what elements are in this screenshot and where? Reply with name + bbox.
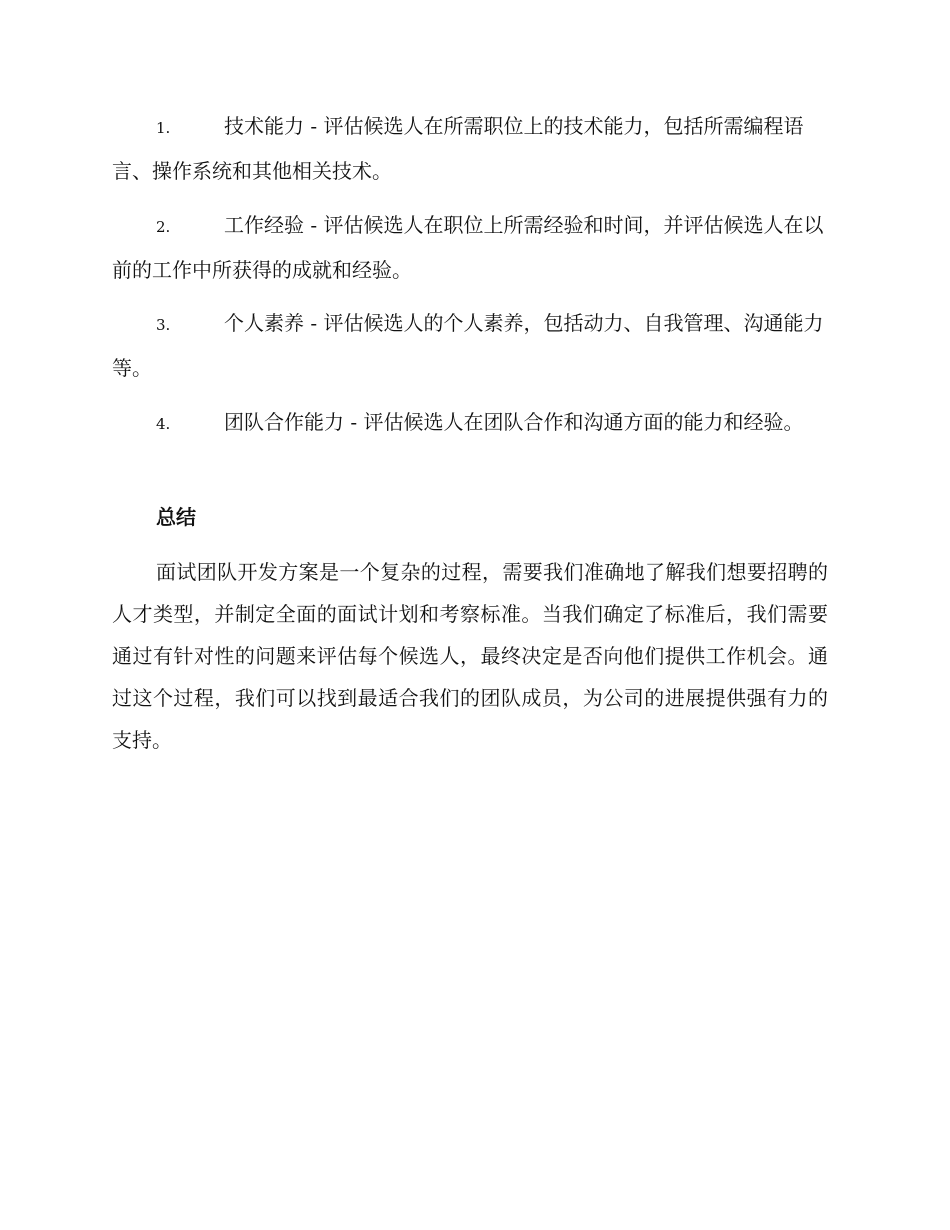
summary-paragraph: 面试团队开发方案是一个复杂的过程，需要我们准确地了解我们想要招聘的人才类型，并制定全面的面试计划和考察标准。当我们确定了标准后，我们需要通过有针对性的问题来评估每个候选人，最终决定是否向他们提供工作机会。通过这个过程，我们可以找到最适合我们的团队成员，为公司的进展提供强有力的支持。 bbox=[112, 560, 828, 752]
list-item-number: 1. bbox=[156, 119, 171, 137]
list-item-text: 个人素养 - 评估候选人的个人素养，包括动力、自我管理、沟通能力等。 bbox=[112, 311, 824, 380]
list-item-text: 技术能力 - 评估候选人在所需职位上的技术能力，包括所需编程语言、操作系统和其他相关技术。 bbox=[112, 114, 804, 183]
list-item bbox=[112, 302, 828, 390]
summary-heading: 总结 bbox=[156, 505, 196, 529]
list-item-number: 4. bbox=[156, 414, 171, 433]
list-item bbox=[112, 204, 828, 292]
list-item bbox=[112, 401, 828, 446]
list-item bbox=[112, 105, 828, 193]
list-item-number: 2. bbox=[156, 217, 171, 236]
list-item-text: 工作经验 - 评估候选人在职位上所需经验和时间，并评估候选人在以前的工作中所获得的成就和经验。 bbox=[112, 212, 824, 282]
list-item-text: 团队合作能力 - 评估候选人在团队合作和沟通方面的能力和经验。 bbox=[224, 409, 804, 434]
list-item-number: 3. bbox=[156, 316, 171, 334]
evaluation-criteria-list bbox=[112, 105, 828, 456]
